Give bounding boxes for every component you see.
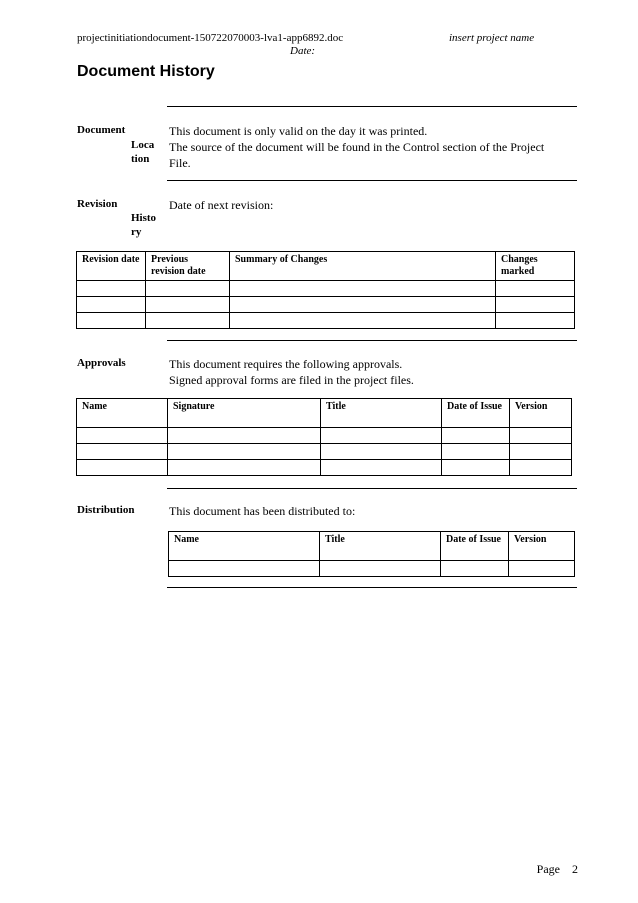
location-text-line3: File.: [169, 156, 191, 170]
divider: [167, 587, 577, 588]
table-cell[interactable]: [77, 281, 146, 297]
divider: [167, 488, 577, 489]
page-title: Document History: [77, 63, 215, 80]
table-cell[interactable]: [230, 313, 496, 329]
table-cell[interactable]: [320, 561, 441, 577]
page-number: [537, 862, 578, 877]
page-number-value: 2: [572, 862, 578, 876]
table-header-row: [77, 252, 575, 281]
column-header: Signature: [168, 399, 321, 428]
table-cell[interactable]: [510, 444, 572, 460]
column-header: Previous revision date: [146, 252, 230, 281]
approvals-text-line2: Signed approval forms are filed in the project files.: [169, 373, 414, 387]
column-header: Name: [169, 532, 320, 561]
table-row: [169, 561, 575, 577]
table-cell[interactable]: [510, 428, 572, 444]
distribution-table: [168, 531, 575, 577]
location-label-line2: Loca: [131, 139, 155, 151]
table-cell[interactable]: [321, 444, 442, 460]
revision-table: [76, 251, 575, 329]
table-cell[interactable]: [442, 444, 510, 460]
table-header-row: [77, 399, 572, 428]
column-header: Version: [510, 399, 572, 428]
location-text-line2: The source of the document will be found in the Control section of the Project: [169, 140, 545, 154]
table-row: [77, 444, 572, 460]
location-label-line1: Document: [77, 124, 126, 136]
distribution-label: Distribution: [77, 504, 135, 516]
table-cell[interactable]: [442, 428, 510, 444]
table-row: [77, 460, 572, 476]
table-cell[interactable]: [441, 561, 509, 577]
divider: [167, 180, 577, 181]
table-row: [77, 281, 575, 297]
table-cell[interactable]: [496, 313, 575, 329]
column-header: Summary of Changes: [230, 252, 496, 281]
table-cell[interactable]: [146, 313, 230, 329]
distribution-text: This document has been distributed to:: [169, 504, 356, 518]
revision-label-line2: Histo: [131, 212, 157, 224]
table-cell[interactable]: [77, 460, 168, 476]
header-filename: projectinitiationdocument-150722070003-lva1-app6892.doc: [77, 32, 344, 44]
table-cell[interactable]: [146, 281, 230, 297]
table-cell[interactable]: [77, 428, 168, 444]
table-cell[interactable]: [442, 460, 510, 476]
approvals-text-line1: This document requires the following approvals.: [169, 357, 403, 371]
column-header: Title: [320, 532, 441, 561]
column-header: Name: [77, 399, 168, 428]
approvals-table: [76, 398, 572, 476]
table-cell[interactable]: [168, 428, 321, 444]
table-cell[interactable]: [510, 460, 572, 476]
table-cell[interactable]: [146, 297, 230, 313]
table-cell[interactable]: [509, 561, 575, 577]
table-cell[interactable]: [168, 444, 321, 460]
table-cell[interactable]: [77, 297, 146, 313]
table-cell[interactable]: [321, 428, 442, 444]
column-header: Date of Issue: [441, 532, 509, 561]
revision-label-line3: ry: [131, 226, 142, 238]
table-cell[interactable]: [77, 444, 168, 460]
table-row: [77, 428, 572, 444]
page-label: Page: [536, 862, 560, 876]
location-text-line1: This document is only valid on the day it was printed.: [169, 124, 428, 138]
table-row: [77, 313, 575, 329]
header-project-name: insert project name: [449, 32, 535, 44]
location-label-line3: tion: [131, 153, 150, 165]
column-header: Title: [321, 399, 442, 428]
table-cell[interactable]: [230, 281, 496, 297]
table-row: [77, 297, 575, 313]
table-cell[interactable]: [230, 297, 496, 313]
column-header: Revision date: [77, 252, 146, 281]
location-text: [169, 123, 579, 171]
revision-label-line1: Revision: [77, 198, 118, 210]
table-cell[interactable]: [496, 297, 575, 313]
table-cell[interactable]: [168, 460, 321, 476]
column-header: Changes marked: [496, 252, 575, 281]
approvals-label: Approvals: [77, 357, 126, 369]
approvals-text: [169, 356, 414, 388]
table-header-row: [169, 532, 575, 561]
column-header: Version: [509, 532, 575, 561]
table-cell[interactable]: [77, 313, 146, 329]
table-cell[interactable]: [169, 561, 320, 577]
table-cell[interactable]: [321, 460, 442, 476]
column-header: Date of Issue: [442, 399, 510, 428]
header-date-label: Date:: [290, 45, 316, 57]
divider: [167, 340, 577, 341]
divider: [167, 106, 577, 107]
revision-text: Date of next revision:: [169, 198, 274, 212]
table-cell[interactable]: [496, 281, 575, 297]
